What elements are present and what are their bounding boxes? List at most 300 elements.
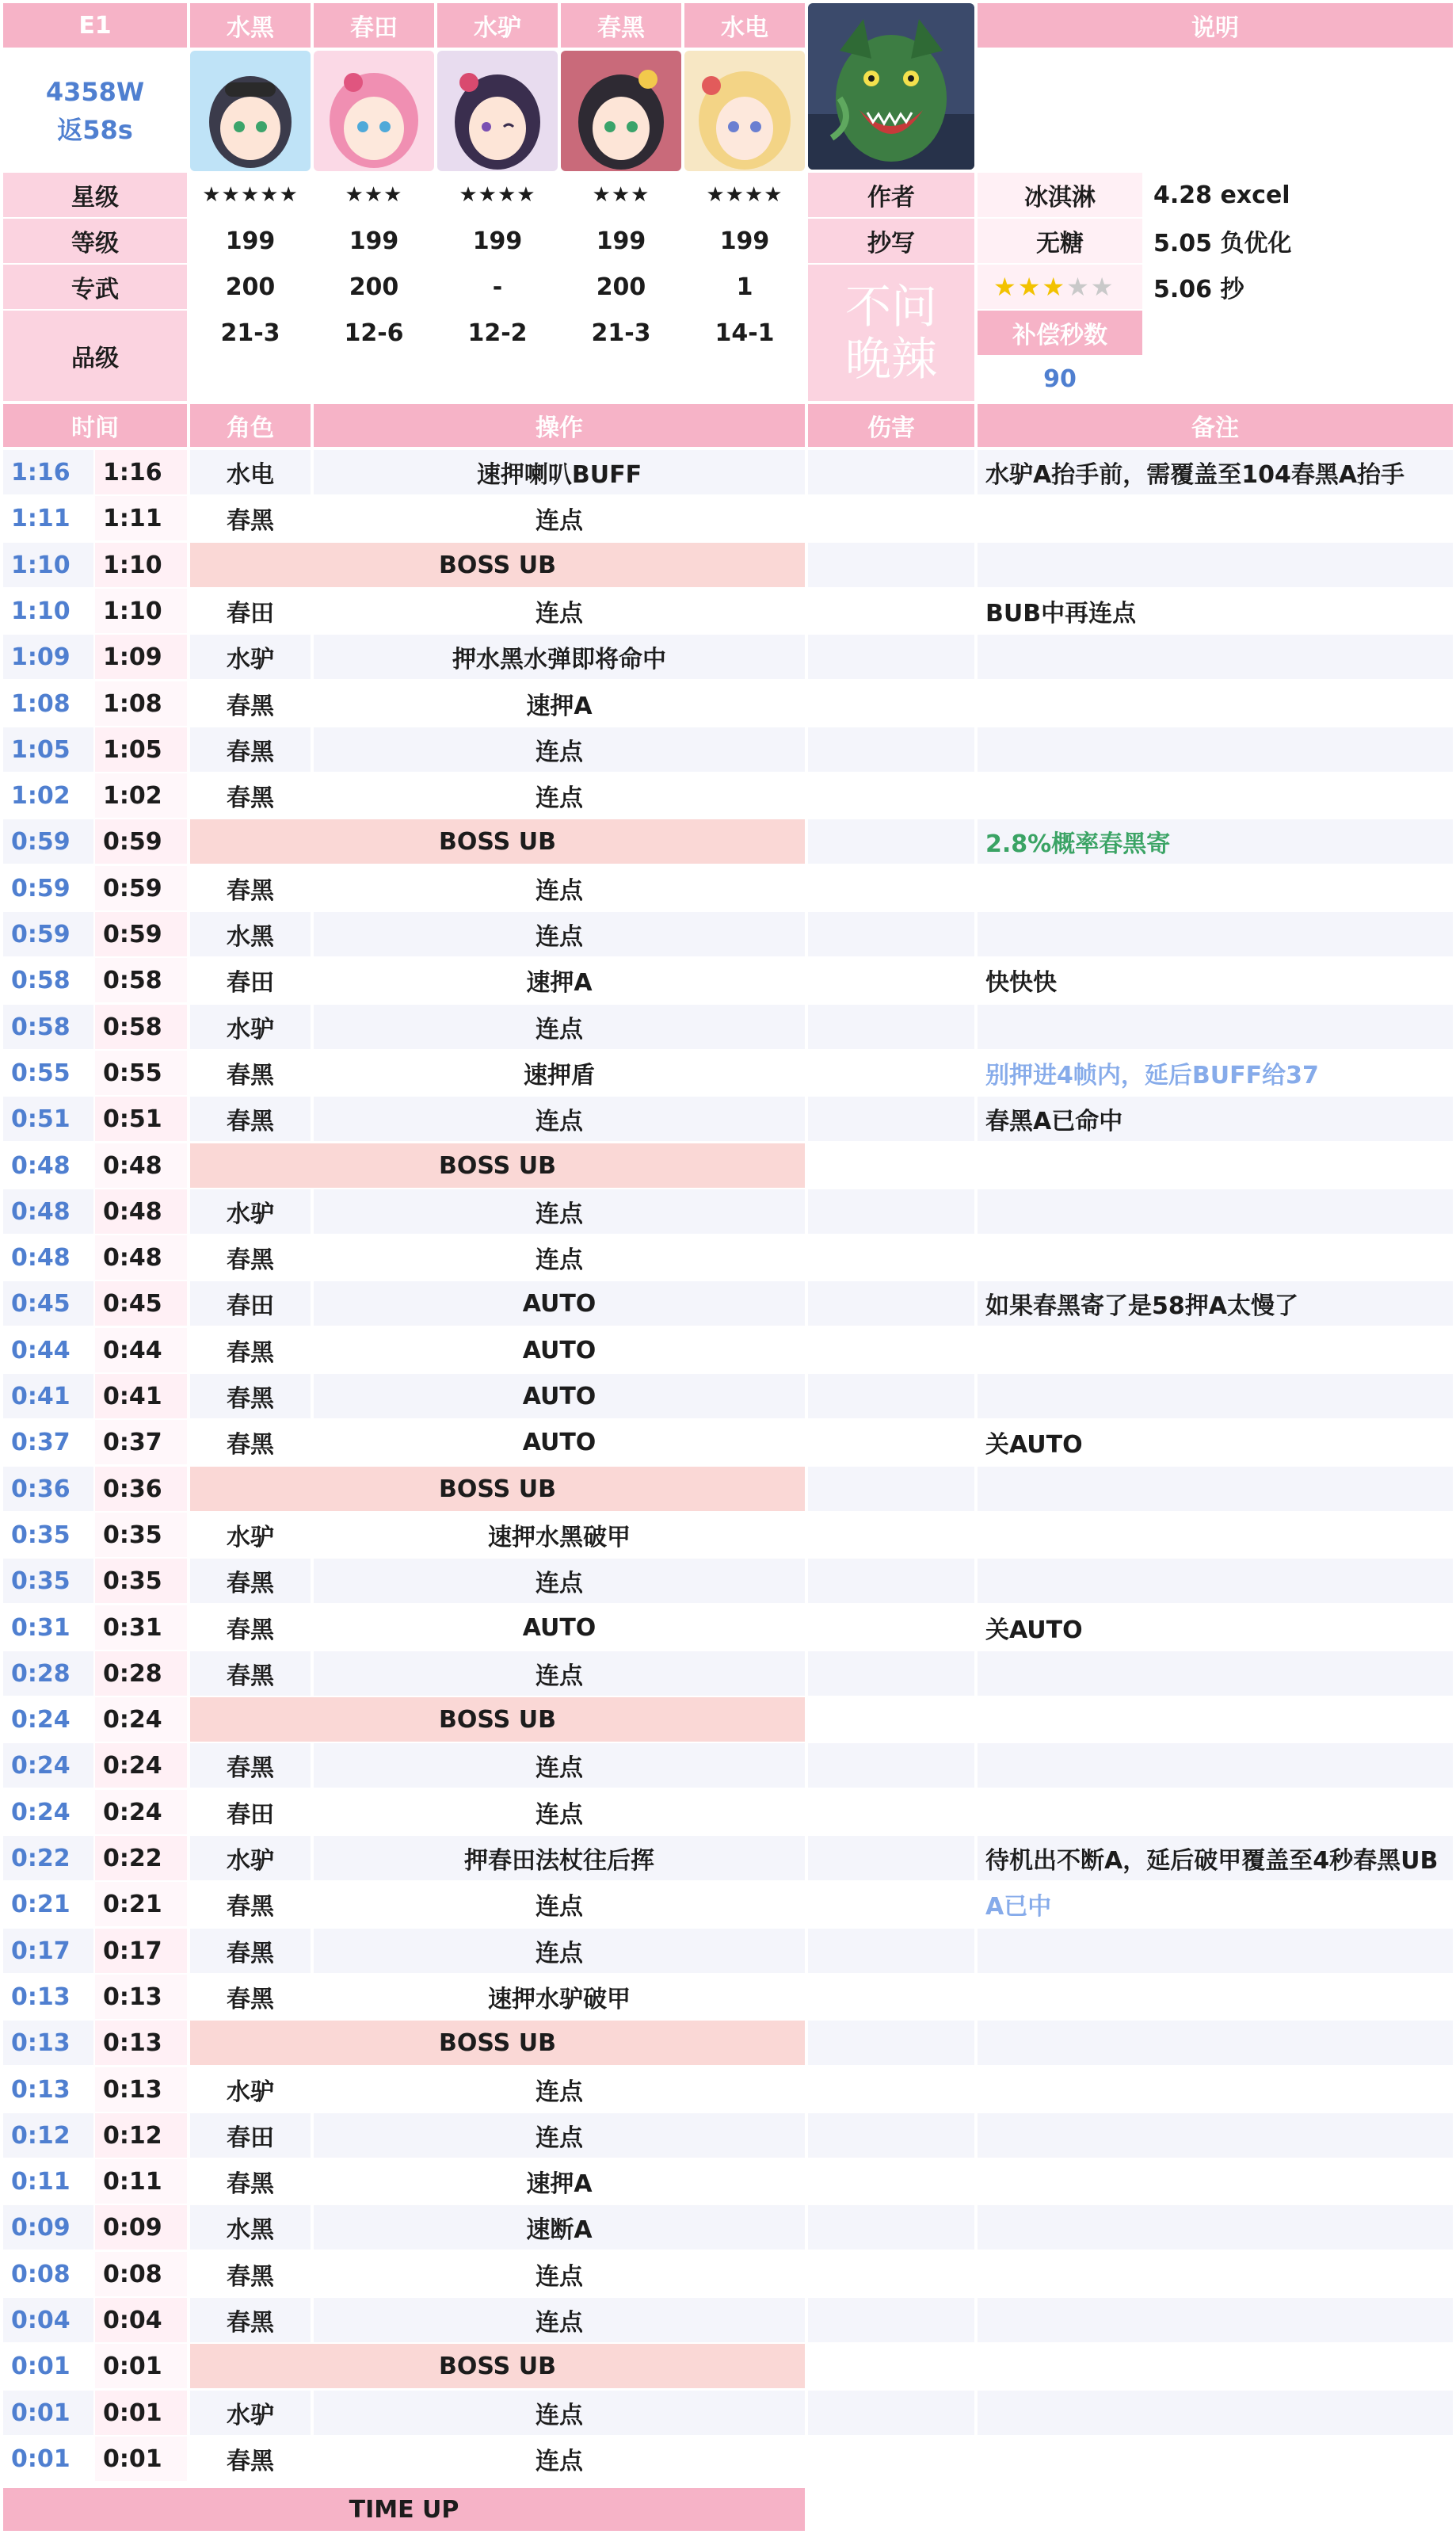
row-action: AUTO — [314, 1374, 805, 1418]
row-remark — [978, 1743, 1453, 1788]
row-time-left: 0:08 — [11, 2260, 71, 2288]
copy-label: 抄写 — [808, 219, 974, 263]
col-action: 操作 — [314, 404, 805, 447]
row-damage — [808, 2391, 974, 2435]
unit-stars-5: ★★★★ — [706, 183, 783, 207]
row-action: 押春田法杖往后挥 — [314, 1836, 805, 1880]
row-time-left: 0:44 — [11, 1336, 71, 1364]
row-time-right: 0:48 — [95, 1143, 187, 1188]
row-remark: 别押进4帧内，延后BUFF给37 — [985, 1062, 1319, 1090]
row-time-left: 0:01 — [11, 2352, 71, 2380]
unit-rank-1: 21-3 — [220, 319, 280, 347]
row-time-left: 1:10 — [11, 597, 71, 625]
row-remark — [978, 2252, 1453, 2296]
row-character: 春黑 — [227, 1339, 274, 1367]
stage-label: E1 — [3, 3, 187, 48]
row-damage — [808, 1929, 974, 1973]
boss-ub-label: BOSS UB — [190, 2021, 805, 2065]
row-damage — [808, 2252, 974, 2296]
row-time-left: 0:48 — [11, 1243, 71, 1272]
unit-level-4: 199 — [596, 227, 646, 255]
row-remark — [978, 1005, 1453, 1049]
row-time-left: 0:17 — [3, 1929, 93, 1973]
row-action: 连点 — [536, 2078, 583, 2106]
stamp — [808, 265, 974, 401]
row-action: 连点 — [314, 2391, 805, 2435]
row-damage — [808, 1882, 974, 1926]
row-time-left: 0:24 — [11, 1798, 71, 1826]
stamp-line-1: 不问 — [844, 280, 937, 334]
row-time-right: 0:41 — [95, 1374, 187, 1418]
log-entry-2: 5.05 负优化 — [1153, 230, 1292, 258]
row-time-left: 0:04 — [3, 2298, 93, 2342]
row-damage — [808, 1374, 974, 1418]
compensation-value: 90 — [1043, 364, 1077, 393]
star-label: 星级 — [3, 173, 187, 217]
row-time-left: 0:59 — [3, 819, 93, 864]
row-damage — [808, 727, 974, 772]
unit-weapon-4: 200 — [596, 273, 646, 301]
row-damage — [808, 2437, 974, 2481]
row-damage — [808, 2067, 974, 2112]
star-filled-icon: ★ — [993, 272, 1018, 302]
unit-rank-5: 14-1 — [715, 319, 775, 347]
row-action: 速押喇叭BUFF — [314, 450, 805, 494]
row-character: 春田 — [227, 1801, 274, 1829]
row-remark: 如果春黑寄了是58押A太慢了 — [978, 1281, 1453, 1326]
row-remark — [978, 866, 1453, 910]
row-remark — [978, 2205, 1453, 2250]
row-character: 水驴 — [227, 2078, 274, 2106]
row-time-right: 0:04 — [95, 2298, 187, 2342]
unit-portrait-2 — [314, 51, 434, 171]
log-entry-1: 4.28 excel — [1153, 181, 1290, 209]
row-action: 连点 — [536, 2448, 583, 2475]
row-damage — [808, 2298, 974, 2342]
author-name: 冰淇淋 — [978, 173, 1142, 217]
row-time-right: 0:44 — [95, 1328, 187, 1372]
row-remark: A已中 — [985, 1893, 1052, 1921]
unit-header-5: 水电 — [684, 3, 805, 48]
boss-ub-label: BOSS UB — [190, 2344, 805, 2388]
row-time-right: 0:59 — [95, 819, 187, 864]
row-action: 连点 — [314, 1651, 805, 1696]
difficulty-rating — [978, 265, 1142, 309]
row-time-right: 0:48 — [95, 1235, 187, 1280]
row-time-left: 0:13 — [11, 1983, 71, 2011]
row-time-right: 0:58 — [95, 1005, 187, 1049]
row-remark — [978, 1975, 1453, 2019]
row-remark — [978, 773, 1453, 818]
row-time-right: 0:21 — [95, 1882, 187, 1926]
unit-portrait-4 — [561, 51, 681, 171]
row-damage — [808, 2344, 974, 2388]
row-time-left: 0:41 — [3, 1374, 93, 1418]
row-character: 春黑 — [190, 1374, 311, 1418]
row-time-right: 0:09 — [95, 2205, 187, 2250]
row-time-left: 0:58 — [11, 966, 71, 994]
row-character: 春黑 — [227, 877, 274, 905]
row-time-left: 0:48 — [11, 1151, 71, 1180]
rank-label: 品级 — [3, 311, 187, 401]
unit-level-1: 199 — [225, 227, 276, 255]
unit-weapon-3: - — [492, 273, 503, 301]
row-time-left: 0:37 — [11, 1428, 71, 1456]
col-time: 时间 — [3, 404, 187, 447]
row-damage — [808, 1420, 974, 1464]
level-label: 等级 — [3, 219, 187, 263]
row-time-left: 0:48 — [3, 1189, 93, 1234]
row-character: 春田 — [227, 600, 274, 628]
row-time-left: 1:09 — [3, 635, 93, 679]
row-remark — [978, 496, 1453, 540]
row-action: 速押水黑破甲 — [488, 1524, 631, 1551]
row-damage — [808, 1513, 974, 1557]
unit-weapon-5: 1 — [736, 273, 753, 301]
row-time-left: 0:35 — [3, 1559, 93, 1603]
row-time-right: 0:01 — [95, 2437, 187, 2481]
row-remark — [978, 2344, 1453, 2388]
row-time-right: 1:10 — [95, 543, 187, 587]
row-action: 速押水驴破甲 — [488, 1986, 631, 2013]
row-action: AUTO — [522, 1336, 597, 1364]
row-character: 水黑 — [190, 912, 311, 956]
row-time-right: 0:51 — [95, 1097, 187, 1141]
row-action: 连点 — [536, 507, 583, 535]
unit-stars-4: ★★★ — [592, 183, 650, 207]
row-character: 春黑 — [227, 1062, 274, 1090]
row-character: 春黑 — [190, 727, 311, 772]
row-damage — [808, 773, 974, 818]
row-time-right: 0:24 — [95, 1743, 187, 1788]
row-time-left: 0:01 — [3, 2391, 93, 2435]
time-up-banner: TIME UP — [3, 2488, 805, 2531]
row-time-left: 1:08 — [11, 689, 71, 718]
row-character: 水黑 — [190, 2205, 311, 2250]
row-remark — [978, 1235, 1453, 1280]
row-time-left: 0:35 — [11, 1521, 71, 1549]
row-damage — [808, 1559, 974, 1603]
row-remark — [978, 2391, 1453, 2435]
row-action: 速押A — [526, 693, 593, 720]
row-remark — [978, 1374, 1453, 1418]
boss-ub-label: BOSS UB — [190, 1467, 805, 1511]
row-time-right: 0:58 — [95, 958, 187, 1002]
row-time-right: 0:24 — [95, 1790, 187, 1834]
row-damage — [808, 1143, 974, 1188]
row-remark — [978, 1467, 1453, 1511]
row-action: 连点 — [314, 2298, 805, 2342]
row-action: 速押A — [526, 969, 593, 997]
row-damage — [808, 1743, 974, 1788]
row-time-left: 0:01 — [11, 2444, 71, 2473]
row-action: 连点 — [536, 2263, 583, 2291]
row-remark: 快快快 — [985, 969, 1057, 997]
row-remark — [978, 2021, 1453, 2065]
row-time-right: 0:35 — [95, 1513, 187, 1557]
row-action: 连点 — [314, 1929, 805, 1973]
row-action: 连点 — [314, 727, 805, 772]
unit-weapon-2: 200 — [349, 273, 399, 301]
row-damage — [808, 1697, 974, 1742]
row-remark: 关AUTO — [985, 1431, 1083, 1459]
row-damage — [808, 635, 974, 679]
row-time-right: 0:36 — [95, 1467, 187, 1511]
row-time-left: 1:11 — [11, 504, 71, 532]
row-action: AUTO — [522, 1428, 597, 1456]
row-character: 水驴 — [190, 1189, 311, 1234]
row-time-left: 0:31 — [11, 1613, 71, 1642]
row-character: 春黑 — [227, 2263, 274, 2291]
row-character: 春田 — [227, 969, 274, 997]
row-remark — [978, 1559, 1453, 1603]
unit-portrait-3 — [437, 51, 558, 171]
row-character: 春黑 — [227, 2170, 274, 2198]
damage-total: 4358W — [45, 77, 145, 107]
compensation-label: 补偿秒数 — [978, 311, 1142, 355]
unit-weapon-1: 200 — [225, 273, 276, 301]
col-remark: 备注 — [978, 404, 1453, 447]
row-character: 春田 — [190, 1281, 311, 1326]
row-time-left: 0:13 — [3, 2021, 93, 2065]
row-character: 春黑 — [190, 1929, 311, 1973]
row-damage — [808, 1975, 974, 2019]
unit-header-4: 春黑 — [561, 3, 681, 48]
stamp-line-2: 晚辣 — [844, 332, 937, 386]
row-time-right: 0:59 — [95, 866, 187, 910]
row-remark — [978, 635, 1453, 679]
row-character: 春黑 — [227, 784, 274, 812]
row-damage — [808, 1189, 974, 1234]
row-time-left: 0:59 — [3, 912, 93, 956]
row-remark — [978, 2437, 1453, 2481]
row-time-right: 0:13 — [95, 1975, 187, 2019]
row-action: 连点 — [314, 1005, 805, 1049]
row-damage — [808, 589, 974, 633]
unit-rank-3: 12-2 — [467, 319, 528, 347]
row-damage — [808, 450, 974, 494]
row-character: 春黑 — [227, 1893, 274, 1921]
row-damage — [808, 2113, 974, 2158]
row-time-right: 0:59 — [95, 912, 187, 956]
row-remark: 水驴A抬手前，需覆盖至104春黑A抬手 — [978, 450, 1453, 494]
row-damage — [808, 1328, 974, 1372]
row-action: 连点 — [314, 2113, 805, 2158]
unit-stars-2: ★★★ — [345, 183, 403, 207]
row-character: 水驴 — [190, 1005, 311, 1049]
row-remark: 待机出不断A，延后破甲覆盖至4秒春黑UB — [978, 1836, 1453, 1880]
return-time: 返58s — [57, 115, 133, 145]
row-remark — [978, 1651, 1453, 1696]
row-remark — [978, 727, 1453, 772]
row-damage — [808, 1051, 974, 1095]
star-filled-icon: ★ — [1017, 272, 1042, 302]
log-entry-3: 5.06 抄 — [1153, 276, 1244, 303]
row-time-right: 1:05 — [95, 727, 187, 772]
row-damage — [808, 1097, 974, 1141]
row-action: 押水黑水弹即将命中 — [314, 635, 805, 679]
row-damage — [808, 496, 974, 540]
boss-ub-label: BOSS UB — [190, 1143, 805, 1188]
row-time-right: 1:08 — [95, 681, 187, 726]
row-character: 春黑 — [227, 1431, 274, 1459]
row-character: 水电 — [190, 450, 311, 494]
row-time-left: 1:10 — [3, 543, 93, 587]
row-time-left: 0:28 — [3, 1651, 93, 1696]
row-damage — [808, 1651, 974, 1696]
row-remark — [978, 2113, 1453, 2158]
row-action: 连点 — [536, 600, 583, 628]
unit-portrait-1 — [190, 51, 311, 171]
row-time-right: 0:24 — [95, 1697, 187, 1742]
row-time-left: 0:22 — [3, 1836, 93, 1880]
row-character: 春黑 — [227, 693, 274, 720]
row-action: 速断A — [314, 2205, 805, 2250]
row-remark — [978, 1328, 1453, 1372]
boss-portrait — [808, 3, 974, 170]
row-character: 春黑 — [227, 1986, 274, 2013]
row-remark: 关AUTO — [985, 1616, 1083, 1644]
unit-header-3: 水驴 — [437, 3, 558, 48]
row-time-left: 1:05 — [3, 727, 93, 772]
row-character: 春黑 — [190, 1743, 311, 1788]
row-action: 连点 — [536, 877, 583, 905]
row-damage — [808, 1281, 974, 1326]
row-damage — [808, 1467, 974, 1511]
boss-ub-label: BOSS UB — [190, 819, 805, 864]
row-time-left: 0:51 — [3, 1097, 93, 1141]
row-time-right: 1:02 — [95, 773, 187, 818]
row-time-right: 0:22 — [95, 1836, 187, 1880]
row-remark — [978, 2067, 1453, 2112]
star-empty-icon: ★ — [1090, 272, 1115, 302]
row-action: 连点 — [314, 1189, 805, 1234]
star-filled-icon: ★ — [1042, 272, 1067, 302]
row-damage — [808, 2021, 974, 2065]
unit-stars-3: ★★★★ — [459, 183, 536, 207]
row-time-right: 0:11 — [95, 2159, 187, 2204]
row-time-right: 0:13 — [95, 2021, 187, 2065]
row-time-left: 0:24 — [3, 1743, 93, 1788]
row-character: 春黑 — [227, 2448, 274, 2475]
unit-stars-1: ★★★★★ — [202, 183, 299, 207]
row-damage — [808, 912, 974, 956]
row-time-right: 0:28 — [95, 1651, 187, 1696]
row-action: 连点 — [314, 1097, 805, 1141]
row-character: 春黑 — [227, 1246, 274, 1274]
row-damage — [808, 1790, 974, 1834]
copier-name: 无糖 — [978, 219, 1142, 263]
row-damage — [808, 1005, 974, 1049]
unit-header-1: 水黑 — [190, 3, 311, 48]
row-remark: 春黑A已命中 — [978, 1097, 1453, 1141]
row-time-right: 0:12 — [95, 2113, 187, 2158]
col-character: 角色 — [190, 404, 311, 447]
row-time-right: 0:01 — [95, 2391, 187, 2435]
row-remark — [978, 1143, 1453, 1188]
unit-level-5: 199 — [719, 227, 770, 255]
row-time-right: 1:09 — [95, 635, 187, 679]
row-action: 连点 — [314, 1559, 805, 1603]
row-time-right: 0:37 — [95, 1420, 187, 1464]
row-damage — [808, 681, 974, 726]
row-damage — [808, 2159, 974, 2204]
row-time-right: 1:16 — [95, 450, 187, 494]
row-time-left: 0:45 — [3, 1281, 93, 1326]
row-remark — [978, 1189, 1453, 1234]
row-character: 春田 — [190, 2113, 311, 2158]
row-damage — [808, 543, 974, 587]
row-damage — [808, 866, 974, 910]
row-character: 春黑 — [227, 1616, 274, 1644]
row-time-right: 0:31 — [95, 1605, 187, 1650]
row-damage — [808, 958, 974, 1002]
unit-level-3: 199 — [472, 227, 523, 255]
unit-level-2: 199 — [349, 227, 399, 255]
unit-rank-2: 12-6 — [344, 319, 404, 347]
row-time-right: 0:48 — [95, 1189, 187, 1234]
row-action: 速押A — [526, 2170, 593, 2198]
row-character: 春黑 — [190, 1651, 311, 1696]
row-time-left: 0:09 — [3, 2205, 93, 2250]
col-damage: 伤害 — [808, 404, 974, 447]
row-time-right: 0:13 — [95, 2067, 187, 2112]
row-character: 水驴 — [190, 635, 311, 679]
row-time-left: 0:21 — [11, 1890, 71, 1918]
row-time-left: 0:58 — [3, 1005, 93, 1049]
row-damage — [808, 1605, 974, 1650]
row-time-right: 0:35 — [95, 1559, 187, 1603]
row-time-right: 0:01 — [95, 2344, 187, 2388]
row-remark — [978, 543, 1453, 587]
row-remark: 2.8%概率春黑寄 — [978, 819, 1453, 864]
star-empty-icon: ★ — [1066, 272, 1091, 302]
row-time-left: 0:36 — [3, 1467, 93, 1511]
row-time-left: 0:13 — [11, 2075, 71, 2104]
row-time-left: 0:55 — [11, 1059, 71, 1087]
row-time-right: 0:45 — [95, 1281, 187, 1326]
row-remark — [978, 912, 1453, 956]
row-time-right: 0:08 — [95, 2252, 187, 2296]
row-action: 连点 — [536, 1246, 583, 1274]
row-character: 春黑 — [190, 2298, 311, 2342]
row-remark — [978, 1790, 1453, 1834]
row-time-left: 0:24 — [11, 1705, 71, 1734]
row-character: 春黑 — [190, 1097, 311, 1141]
unit-rank-4: 21-3 — [591, 319, 651, 347]
weapon-label: 专武 — [3, 265, 187, 309]
row-time-right: 0:17 — [95, 1929, 187, 1973]
row-action: 连点 — [536, 1801, 583, 1829]
unit-header-2: 春田 — [314, 3, 434, 48]
row-action: 连点 — [314, 1743, 805, 1788]
row-time-right: 1:11 — [95, 496, 187, 540]
row-action: 速押盾 — [524, 1062, 595, 1090]
row-action: 连点 — [314, 912, 805, 956]
row-character: 春黑 — [190, 1559, 311, 1603]
boss-ub-label: BOSS UB — [190, 1697, 805, 1742]
row-action: 连点 — [536, 784, 583, 812]
row-remark — [978, 2298, 1453, 2342]
row-damage — [808, 1836, 974, 1880]
row-damage — [808, 819, 974, 864]
row-time-left: 0:12 — [3, 2113, 93, 2158]
row-remark — [978, 1513, 1453, 1557]
unit-portrait-5 — [684, 51, 805, 171]
row-character: 水驴 — [190, 2391, 311, 2435]
row-action: 连点 — [536, 1893, 583, 1921]
row-remark — [978, 2159, 1453, 2204]
